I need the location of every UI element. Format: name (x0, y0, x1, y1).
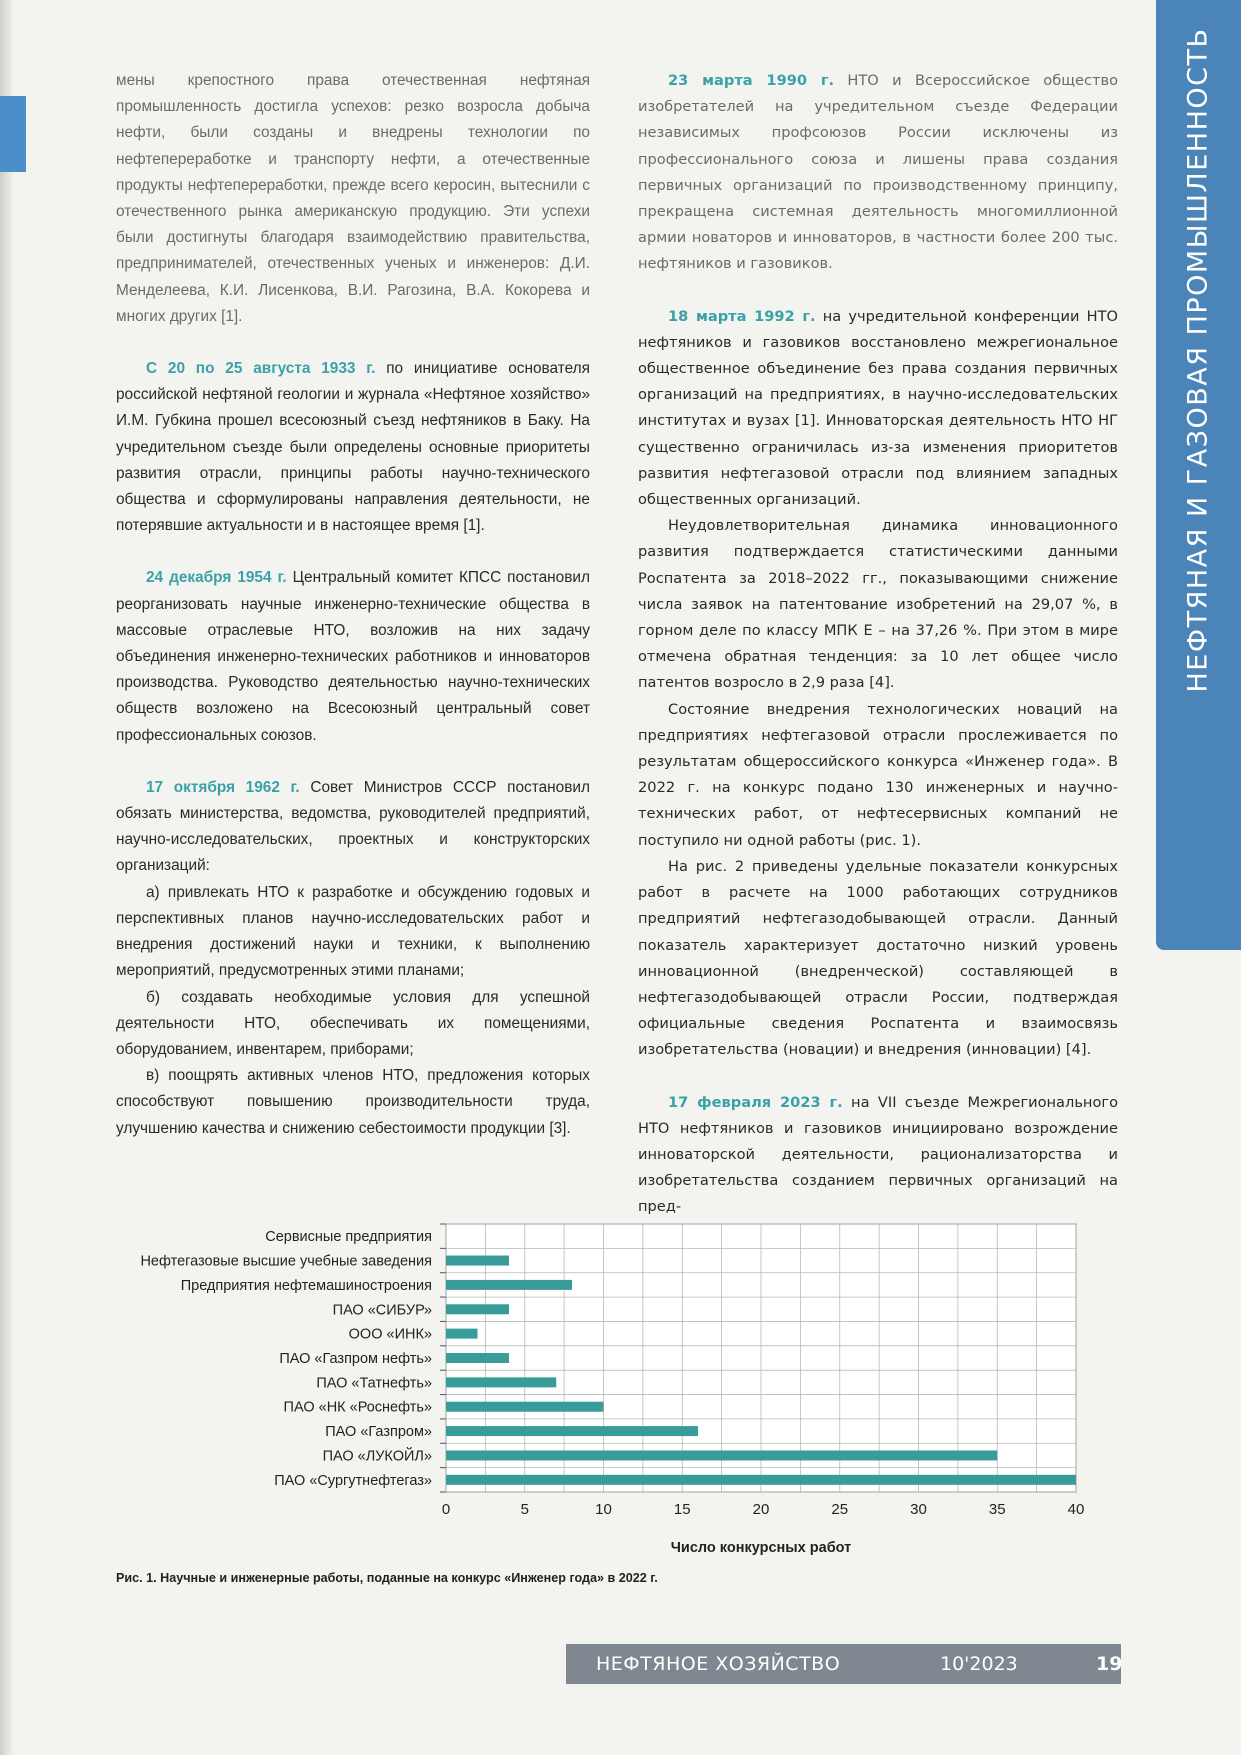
date-highlight: С 20 по 25 августа 1933 г. (146, 360, 376, 378)
bar (446, 1475, 1076, 1485)
x-tick-label: 30 (910, 1501, 927, 1518)
page-footer (566, 1644, 1121, 1684)
page-edge-shadow (0, 0, 14, 1755)
x-tick-label: 10 (595, 1501, 612, 1518)
x-axis-label: Число конкурсных работ (670, 1540, 852, 1556)
date-highlight: 23 марта 1990 г. (668, 72, 835, 89)
section-title: НЕФТЯНАЯ И ГАЗОВАЯ ПРОМЫШЛЕННОСТЬ (1182, 27, 1214, 693)
paragraph: Неудовлетворительная динамика инновационного развития подтверждается статистическими данными Роспатента за 2018–2022 гг., показывающими снижение числа заявок на патентование изобретений на 29,07 %, в горном деле по классу МПК Е – на 37,26 %. При этом в мире отмечена обратная тенденция: за 10 лет общее число патентов возросло в 2,9 раза [4]. (638, 517, 1118, 692)
bar (446, 1377, 556, 1387)
paragraph: 23 марта 1990 г. НТО и Всероссийское общество изобретателей на учредительном съезде Федерации независимых профсоюзов России исключены из профессионального союза и лишены права создания первичных организаций по производственному принципу, прекращена системная деятельность многомиллионной армии новаторов и инноваторов, в частности более 200 тыс. нефтяников и газовиков. (638, 72, 1118, 273)
bar (446, 1426, 698, 1436)
category-label: ПАО «ЛУКОЙЛ» (322, 1448, 432, 1465)
category-label: Сервисные предприятия (265, 1229, 432, 1246)
right-text-column (638, 68, 1118, 1221)
date-highlight: 18 марта 1992 г. (668, 307, 816, 325)
x-tick-label: 40 (1067, 1501, 1085, 1518)
bar (446, 1256, 509, 1266)
paragraph: мены крепостного права отечественная нефтяная промышленность достигла успехов: резко возросла добыча нефти, были созданы и внедрены технологии по нефтепереработке и транспорту нефти, а отечественные продукты нефтепереработки, прежде всего керосин, вытеснили с отечественного рынка американскую продукцию. Эти успехи были достигнуты благодаря взаимодействию правительства, предпринимателей, отечественных ученых и инженеров: Д.И. Менделеева, К.И. Лисенкова, В.И. Рагозина, В.А. Кокорева и многих других [1]. (116, 72, 590, 325)
journal-name: НЕФТЯНОЕ ХОЗЯЙСТВО (596, 1653, 841, 1675)
category-label: ПАО «Газпром» (325, 1424, 432, 1441)
category-label: ООО «ИНК» (348, 1326, 432, 1343)
page-number: 19 (1096, 1653, 1123, 1675)
issue-number: 10'2023 (940, 1653, 1018, 1675)
category-label: Предприятия нефтемашиностроения (180, 1277, 432, 1294)
x-tick-label: 35 (988, 1501, 1006, 1518)
bar-chart (112, 1212, 1112, 1562)
x-tick-label: 0 (441, 1501, 451, 1518)
list-item: б) создавать необходимые условия для успешной деятельности НТО, обеспечивать их помещениями, оборудованием, инвентарем, приборами; (116, 988, 590, 1058)
x-tick-label: 20 (752, 1501, 770, 1518)
left-edge-marker (0, 96, 26, 172)
x-tick-label: 15 (673, 1501, 691, 1518)
date-highlight: 24 декабря 1954 г. (146, 569, 287, 587)
paragraph: 17 октября 1962 г. Совет Министров СССР постановил обязать министерства, ведомства, руководителей предприятий, научно-исследовательских, проектных и конструкторских организаций: (116, 778, 590, 875)
x-tick-label: 5 (520, 1501, 529, 1518)
bar (446, 1353, 509, 1363)
date-highlight: 17 октября 1962 г. (146, 778, 300, 796)
paragraph: 24 декабря 1954 г. Центральный комитет КПСС постановил реорганизовать научные инженерно-технические общества в массовые отраслевые НТО, возложив на них задачу объединения инженерно-технических работников и инноваторов производства. Руководство деятельностью научно-технических обществ возложено на Всесоюзный центральный совет профессиональных союзов. (116, 569, 590, 744)
category-label: ПАО «Татнефть» (316, 1375, 432, 1392)
left-text-column (116, 68, 590, 1142)
paragraph: 17 февраля 2023 г. на VII съезде Межрегионального НТО нефтяников и газовиков инициировано возрождение инноваторской деятельности, рационализаторства и изобретательства созданием первичных организаций на пред- (638, 1093, 1118, 1216)
category-label: ПАО «Газпром нефть» (279, 1351, 432, 1367)
x-tick-label: 25 (831, 1501, 849, 1518)
paragraph: Состояние внедрения технологических новаций на предприятиях нефтегазовой отрасли прослеживается по результатам общероссийского конкурса «Инженер года». В 2022 г. на конкурс подано 130 инженерных и научно-технических работ, от нефтесервисных компаний не поступило ни одной работы (рис. 1). (638, 700, 1118, 849)
date-highlight: 17 февраля 2023 г. (668, 1093, 843, 1111)
bar (446, 1280, 572, 1290)
paragraph: 18 марта 1992 г. на учредительной конференции НТО нефтяников и газовиков восстановлено межрегиональное общественное объединение без права создания первичных организаций на предприятиях, в научно-исследовательских институтах и вузах [1]. Инноваторская деятельность НТО НГ существенно ограничилась из-за изменения приоритетов развития нефтегазовой отрасли под влиянием западных общественных организаций. (638, 307, 1118, 509)
bar (446, 1402, 604, 1412)
figure-caption: Рис. 1. Научные и инженерные работы, поданные на конкурс «Инженер года» в 2022 г. (116, 1571, 658, 1585)
category-label: ПАО «НК «Роснефть» (283, 1399, 432, 1416)
bar (446, 1304, 509, 1314)
category-label: ПАО «СИБУР» (332, 1302, 432, 1319)
paragraph: На рис. 2 приведены удельные показатели конкурсных работ в расчете на 1000 работающих сотрудников предприятий нефтегазодобывающей отрасли. Данный показатель характеризует достаточно низкий уровень инновационной (внедренческой) составляющей в нефтегазодобывающей отрасли России, подтверждая официальные сведения Роспатента и взаимосвязь изобретательства (новации) и внедрения (инновации) [4]. (638, 857, 1118, 1059)
list-item: а) привлекать НТО к разработке и обсуждению годовых и перспективных планов научно-исследовательских работ и внедрения достижений науки и техники, к выполнению мероприятий, предусмотренных этими планами; (116, 883, 590, 980)
paragraph: С 20 по 25 августа 1933 г. по инициативе основателя российской нефтяной геологии и журнала «Нефтяное хозяйство» И.М. Губкина прошел всесоюзный съезд нефтяников в Баку. На учредительном съезде были определены основные приоритеты развития отрасли, принципы работы научно-технического общества и сформулированы направления деятельности, не потерявшие актуальности и в настоящее время [1]. (116, 360, 590, 535)
list-item: в) поощрять активных членов НТО, предложения которых способствуют повышению производительности труда, улучшению качества и снижению себестоимости продукции [3]. (116, 1067, 590, 1137)
category-label: Нефтегазовые высшие учебные заведения (140, 1253, 432, 1270)
category-label: ПАО «Сургутнефтегаз» (274, 1472, 432, 1489)
bar (446, 1329, 478, 1339)
bar (446, 1450, 997, 1460)
